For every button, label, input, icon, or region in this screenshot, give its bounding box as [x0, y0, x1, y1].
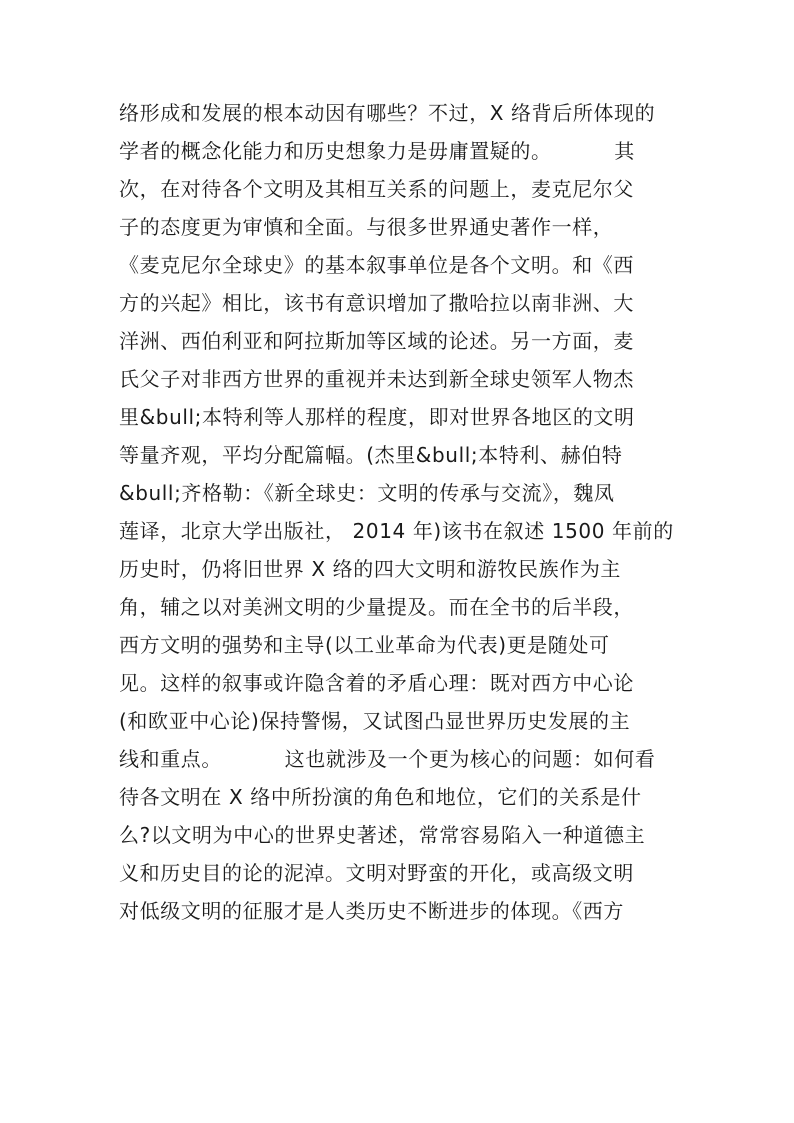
text-line: 里&bull;本特利等人那样的程度，即对世界各地区的文明: [119, 405, 635, 429]
text-line: 方的兴起》相比，该书有意识增加了撒哈拉以南非洲、大: [119, 291, 634, 315]
text-line: 见。这样的叙事或许隐含着的矛盾心理：既对西方中心论: [119, 671, 634, 695]
text-line: 线和重点。 这也就涉及一个更为核心的问题：如何看: [119, 747, 656, 771]
text-line: 待各文明在 X 络中所扮演的角色和地位，它们的关系是什: [119, 785, 642, 809]
text-line: 络形成和发展的根本动因有哪些？不过，X 络背后所体现的: [119, 101, 656, 125]
text-line: 历史时，仍将旧世界 X 络的四大文明和游牧民族作为主: [119, 557, 622, 581]
text-line: 么?以文明为中心的世界史著述，常常容易陷入一种道德主: [119, 823, 646, 847]
text-line: 西方文明的强势和主导(以工业革命为代表)更是随处可: [119, 633, 610, 657]
text-line: 角，辅之以对美洲文明的少量提及。而在全书的后半段，: [119, 595, 634, 619]
text-line: 子的态度更为审慎和全面。与很多世界通史著作一样，: [119, 215, 614, 239]
text-line: 氏父子对非西方世界的重视并未达到新全球史领军人物杰: [119, 367, 634, 391]
text-line: (和欧亚中心论)保持警惕，又试图凸显世界历史发展的主: [119, 709, 631, 733]
text-line: 次，在对待各个文明及其相互关系的问题上，麦克尼尔父: [119, 177, 634, 201]
text-line: 义和历史目的论的泥淖。文明对野蛮的开化，或高级文明: [119, 861, 634, 885]
text-line: 等量齐观，平均分配篇幅。(杰里&bull;本特利、赫伯特: [119, 443, 623, 467]
text-line: &bull;齐格勒：《新全球史：文明的传承与交流》，魏凤: [119, 481, 615, 505]
text-line: 莲译，北京大学出版社， 2014 年)该书在叙述 1500 年前的: [119, 519, 674, 543]
text-line: 《麦克尼尔全球史》的基本叙事单位是各个文明。和《西: [119, 253, 634, 277]
text-line: 对低级文明的征服才是人类历史不断进步的体现。《西方: [119, 899, 624, 923]
text-line: 学者的概念化能力和历史想象力是毋庸置疑的。 其: [119, 139, 635, 163]
text-line: 洋洲、西伯利亚和阿拉斯加等区域的论述。另一方面，麦: [119, 329, 634, 353]
